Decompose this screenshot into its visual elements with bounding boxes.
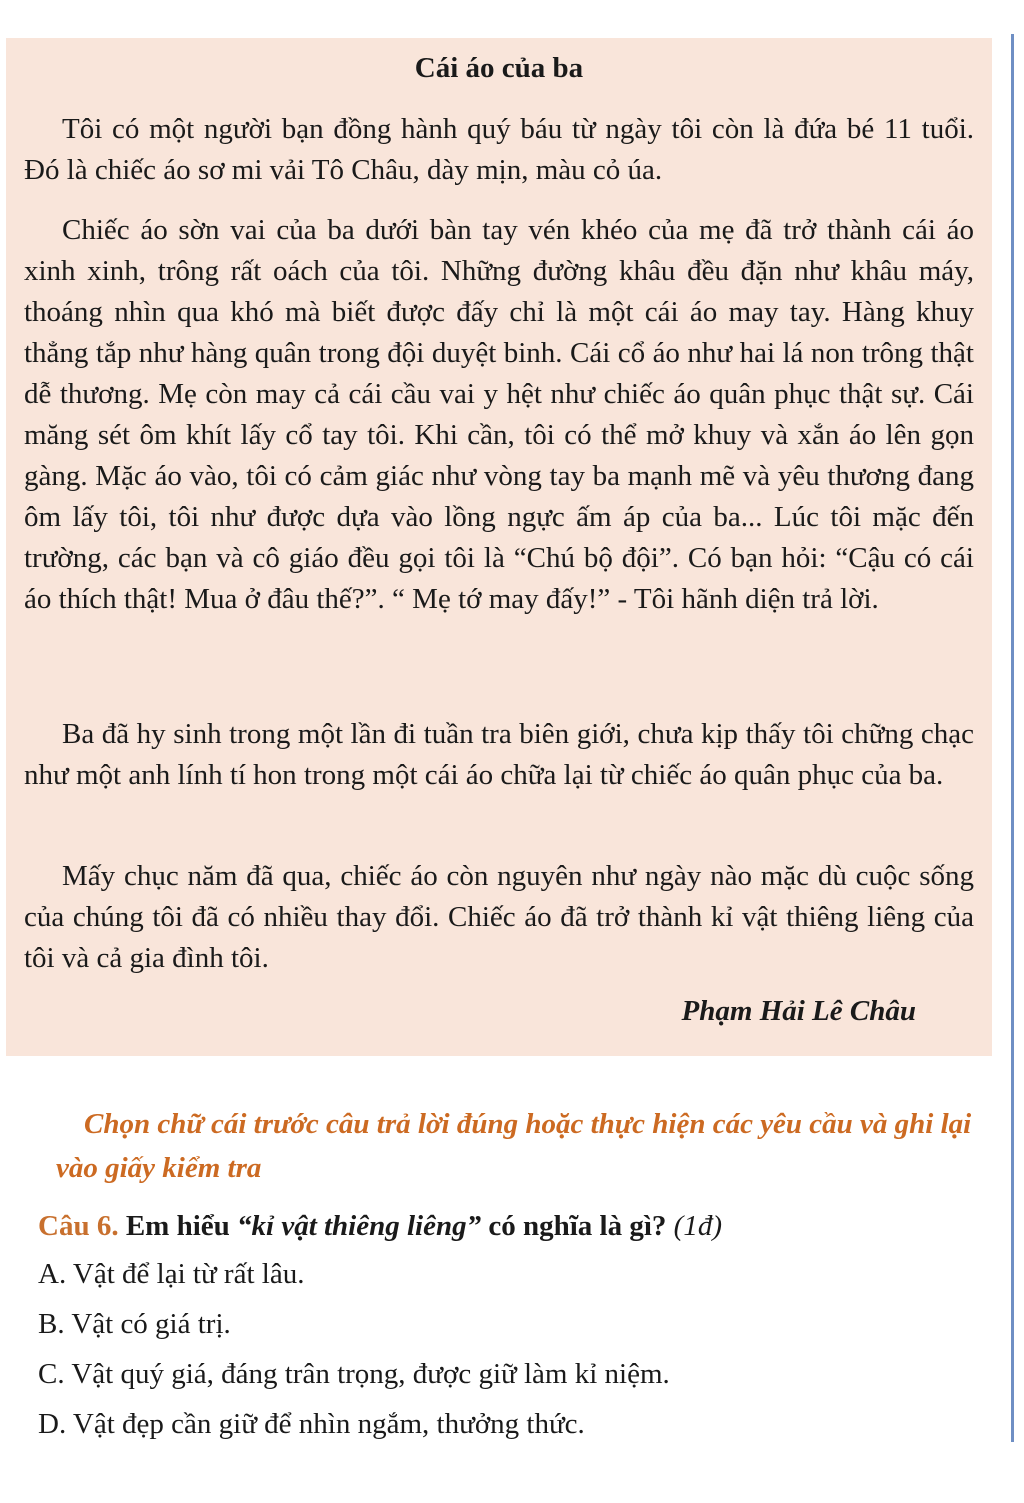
question-term: “kỉ vật thiêng liêng” <box>237 1210 482 1242</box>
answer-option-c[interactable]: C. Vật quý giá, đáng trân trọng, được giữ làm kỉ niệm. <box>38 1358 670 1390</box>
answer-option-d[interactable]: D. Vật đẹp cần giữ để nhìn ngắm, thưởng thức. <box>38 1408 585 1440</box>
passage-paragraph-1: Tôi có một người bạn đồng hành quý báu từ ngày tôi còn là đứa bé 11 tuổi. Đó là chiếc áo sơ mi vải Tô Châu, dày mịn, màu cỏ úa. <box>24 113 974 186</box>
question-6 <box>38 1210 722 1243</box>
passage-paragraph-3: Ba đã hy sinh trong một lần đi tuần tra biên giới, chưa kịp thấy tôi chững chạc như một anh lính tí hon trong một cái áo chữa lại từ chiếc áo quân phục của ba. <box>24 718 974 791</box>
passage-author: Phạm Hải Lê Châu <box>681 995 916 1027</box>
answer-option-b[interactable]: B. Vật có giá trị. <box>38 1308 231 1340</box>
reading-passage-box <box>6 38 992 1056</box>
question-score: (1đ) <box>673 1210 722 1242</box>
passage-paragraph-4: Mấy chục năm đã qua, chiếc áo còn nguyên như ngày nào mặc dù cuộc sống của chúng tôi đã có nhiều thay đổi. Chiếc áo đã trở thành kỉ vật thiêng liêng của tôi và cả gia đình tôi. <box>24 860 974 974</box>
question-number: Câu 6. <box>38 1210 119 1242</box>
passage-title: Cái áo của ba <box>414 52 584 84</box>
answer-option-a[interactable]: A. Vật để lại từ rất lâu. <box>38 1258 305 1290</box>
question-text-before: Em hiểu <box>118 1210 238 1242</box>
instruction-text: Chọn chữ cái trước câu trả lời đúng hoặc thực hiện các yêu cầu và ghi lại vào giấy kiểm tra <box>56 1108 972 1184</box>
page-border-line <box>1011 34 1014 1442</box>
passage-paragraph-2: Chiếc áo sờn vai của ba dưới bàn tay vén khéo của mẹ đã trở thành cái áo xinh xinh, trông rất oách của tôi. Những đường khâu đều đặn như khâu máy, thoáng nhìn qua khó mà biết được đấy chỉ là một cái áo may tay. Hàng khuy thẳng tắp như hàng quân trong đội duyệt binh. Cái cổ áo như hai lá non trông thật dễ thương. Mẹ còn may cả cái cầu vai y hệt như chiếc áo quân phục thật sự. Cái măng sét ôm khít lấy cổ tay tôi. Khi cần, tôi có thể mở khuy và xắn áo lên gọn gàng. Mặc áo vào, tôi có cảm giác như vòng tay ba mạnh mẽ và yêu thương đang ôm lấy tôi, tôi như được dựa vào lồng ngực ấm áp của ba... Lúc tôi mặc đến trường, các bạn và cô giáo đều gọi tôi là “Chú bộ đội”. Có bạn hỏi: “Cậu có cái áo thích thật! Mua ở đâu thế?”. “ Mẹ tớ may đấy!” - Tôi hãnh diện trả lời. <box>24 214 974 615</box>
question-text-after: có nghĩa là gì? <box>481 1210 674 1242</box>
